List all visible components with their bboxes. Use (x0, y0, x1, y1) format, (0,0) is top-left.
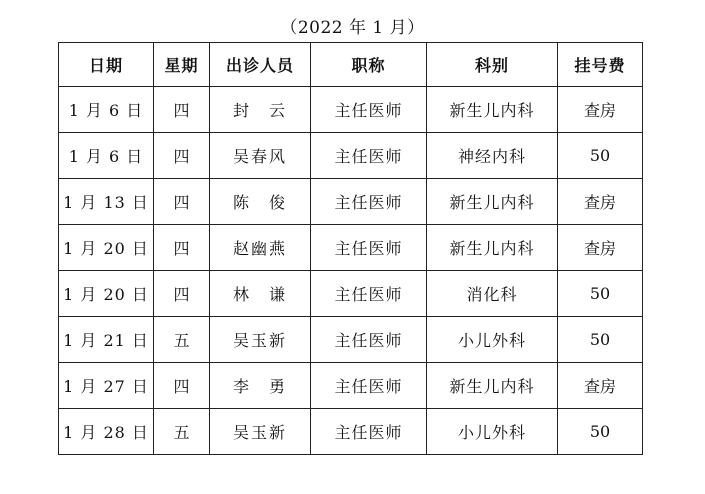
cell-department: 新生儿内科 (427, 363, 558, 409)
cell-date: 1 月 28 日 (59, 409, 154, 455)
cell-department: 消化科 (427, 271, 558, 317)
header-weekday: 星期 (154, 43, 210, 87)
cell-weekday: 四 (154, 225, 210, 271)
cell-doctor: 林 谦 (210, 271, 311, 317)
cell-title: 主任医师 (311, 409, 427, 455)
cell-title: 主任医师 (311, 179, 427, 225)
cell-date: 1 月 27 日 (59, 363, 154, 409)
cell-department: 神经内科 (427, 133, 558, 179)
cell-fee: 查房 (558, 225, 643, 271)
cell-date: 1 月 6 日 (59, 133, 154, 179)
table-header-row (59, 43, 643, 87)
cell-weekday: 四 (154, 363, 210, 409)
cell-title: 主任医师 (311, 363, 427, 409)
cell-fee: 查房 (558, 363, 643, 409)
cell-date: 1 月 20 日 (59, 225, 154, 271)
cell-date: 1 月 21 日 (59, 317, 154, 363)
cell-department: 新生儿内科 (427, 179, 558, 225)
table-row (59, 179, 643, 225)
cell-fee: 50 (558, 133, 643, 179)
cell-date: 1 月 6 日 (59, 87, 154, 133)
clinic-schedule-table (58, 42, 643, 455)
cell-doctor: 吴玉新 (210, 317, 311, 363)
table-row (59, 225, 643, 271)
cell-doctor: 李 勇 (210, 363, 311, 409)
cell-date: 1 月 20 日 (59, 271, 154, 317)
cell-title: 主任医师 (311, 133, 427, 179)
cell-department: 新生儿内科 (427, 87, 558, 133)
table-row (59, 87, 643, 133)
header-doctor: 出诊人员 (210, 43, 311, 87)
cell-doctor: 吴春风 (210, 133, 311, 179)
cell-fee: 50 (558, 409, 643, 455)
table-row (59, 409, 643, 455)
cell-doctor: 陈 俊 (210, 179, 311, 225)
table-row (59, 271, 643, 317)
cell-doctor: 赵幽燕 (210, 225, 311, 271)
cell-title: 主任医师 (311, 225, 427, 271)
cell-title: 主任医师 (311, 87, 427, 133)
cell-fee: 查房 (558, 179, 643, 225)
cell-weekday: 五 (154, 317, 210, 363)
cell-title: 主任医师 (311, 271, 427, 317)
cell-department: 小儿外科 (427, 409, 558, 455)
cell-doctor: 封 云 (210, 87, 311, 133)
cell-department: 小儿外科 (427, 317, 558, 363)
schedule-month-subtitle: （2022 年 1 月） (280, 18, 425, 38)
cell-fee: 50 (558, 317, 643, 363)
header-fee: 挂号费 (558, 43, 643, 87)
cell-weekday: 四 (154, 133, 210, 179)
cell-doctor: 吴玉新 (210, 409, 311, 455)
cell-weekday: 四 (154, 271, 210, 317)
cell-date: 1 月 13 日 (59, 179, 154, 225)
table-row (59, 133, 643, 179)
cell-weekday: 四 (154, 179, 210, 225)
cell-title: 主任医师 (311, 317, 427, 363)
table-row (59, 363, 643, 409)
table-row (59, 317, 643, 363)
header-title: 职称 (311, 43, 427, 87)
cell-weekday: 五 (154, 409, 210, 455)
cell-department: 新生儿内科 (427, 225, 558, 271)
cell-weekday: 四 (154, 87, 210, 133)
cell-fee: 查房 (558, 87, 643, 133)
cell-fee: 50 (558, 271, 643, 317)
header-date: 日期 (59, 43, 154, 87)
header-department: 科别 (427, 43, 558, 87)
